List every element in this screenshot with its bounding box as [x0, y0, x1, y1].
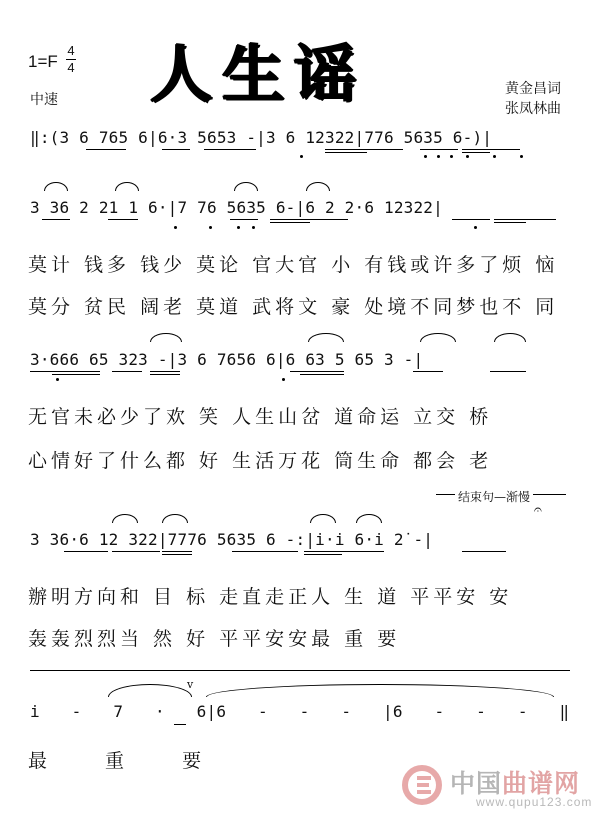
lyric-line-4a: 辦明方向和 目 标 走直走正人 生 道 平平安 安: [28, 586, 513, 608]
low-octave-dot: [174, 226, 177, 229]
tie-slur: [308, 333, 344, 342]
underline-mark: [452, 219, 490, 220]
low-octave-dot: [424, 155, 427, 158]
score-line-5-notes: i - 7 · 6|6 - - - |6 - - - ‖: [30, 702, 570, 721]
underline-mark: [52, 374, 100, 375]
underline-mark: [42, 219, 70, 220]
site-watermark-url: www.qupu123.com: [476, 795, 593, 809]
underline-mark: [112, 551, 160, 552]
breath-mark-icon: v: [187, 678, 194, 691]
time-signature-bottom: 4: [67, 60, 75, 75]
underline-mark: [162, 149, 190, 150]
underline-mark: [230, 219, 258, 220]
tie-slur: [310, 514, 336, 523]
underline-mark: [204, 149, 256, 150]
underline-mark: [325, 149, 403, 150]
underline-mark: [413, 371, 443, 372]
tie-slur: [162, 514, 188, 523]
lyric-line-3a: 无官未必少了欢 笑 人生山岔 道命运 立交 桥: [28, 406, 493, 428]
underline-mark: [325, 152, 367, 153]
underline-mark: [150, 371, 180, 372]
score-line-4-notes: 3 36·6 12 322|7776 5635 6 -:|i·i 6·i 2̇ -|: [30, 530, 434, 549]
tie-slur: [420, 333, 456, 342]
tie-slur: [150, 333, 182, 342]
site-logo-icon: [402, 765, 442, 805]
underline-mark: [494, 219, 556, 220]
underline-mark: [462, 551, 506, 552]
underline-mark: [490, 371, 526, 372]
underline-mark: [462, 149, 520, 150]
low-octave-dot: [520, 155, 523, 158]
score-line-3-notes: 3·666 65 323 -|3 6 7656 6|6 63 5 65 3 -|: [30, 350, 424, 369]
underline-mark: [270, 222, 310, 223]
lyric-line-2b: 莫分 贫民 阔老 莫道 武将文 豪 处境不同梦也不 同: [28, 296, 559, 318]
underline-mark: [162, 551, 192, 552]
underline-mark: [150, 374, 180, 375]
low-octave-dot: [300, 155, 303, 158]
tie-slur: [108, 684, 192, 697]
tie-slur: [206, 684, 554, 697]
underline-mark: [462, 152, 490, 153]
low-octave-dot: [237, 226, 240, 229]
underline-mark: [174, 724, 186, 725]
time-signature-top: 4: [67, 43, 75, 58]
tempo-marking: 中速: [30, 92, 58, 108]
underline-mark: [304, 554, 342, 555]
lyricist-credit: 黄金昌词: [505, 81, 561, 97]
low-octave-dot: [56, 378, 59, 381]
lyric-line-4b: 轰轰烈烈当 然 好 平平安安最 重 要: [28, 628, 401, 650]
underline-mark: [162, 554, 192, 555]
underline-mark: [64, 551, 108, 552]
fermata-icon: 𝄐: [534, 502, 542, 518]
tie-slur: [234, 182, 258, 191]
tie-slur: [44, 182, 68, 191]
underline-mark: [290, 371, 344, 372]
tie-slur: [494, 333, 526, 342]
tie-slur: [115, 182, 139, 191]
lyric-line-2a: 莫计 钱多 钱少 莫论 官大官 小 有钱或许多了烦 恼: [28, 254, 559, 276]
score-line-1-notes: ‖:(3 6 765 6|6·3 5653 -|3 6 12322|776 5635 6-)|: [30, 128, 493, 147]
underline-mark: [304, 551, 384, 552]
low-octave-dot: [450, 155, 453, 158]
section-divider: [30, 670, 570, 671]
underline-mark: [108, 219, 138, 220]
site-watermark-name-a: 中国: [450, 769, 503, 798]
low-octave-dot: [493, 155, 496, 158]
underline-mark: [270, 219, 348, 220]
song-title: 人生谣: [150, 37, 367, 110]
time-signature: [66, 44, 76, 75]
composer-credit: 张凤林曲: [505, 101, 561, 117]
tie-slur: [356, 514, 382, 523]
low-octave-dot: [209, 226, 212, 229]
ending-label: 结束句—渐慢: [455, 488, 533, 505]
underline-mark: [86, 149, 126, 150]
site-watermark-name-b: 曲谱网: [502, 769, 581, 798]
low-octave-dot: [282, 378, 285, 381]
underline-mark: [420, 149, 458, 150]
underline-mark: [112, 371, 142, 372]
key-signature: 1=F: [28, 52, 58, 71]
low-octave-dot: [437, 155, 440, 158]
underline-mark: [232, 551, 298, 552]
tie-slur: [306, 182, 330, 191]
tie-slur: [112, 514, 138, 523]
low-octave-dot: [474, 226, 477, 229]
low-octave-dot: [466, 155, 469, 158]
underline-mark: [30, 371, 100, 372]
score-line-2-notes: 3 36 2 21 1 6·|7 76 5635 6-|6 2 2·6 12322|: [30, 198, 443, 217]
underline-mark: [300, 374, 344, 375]
underline-mark: [494, 222, 526, 223]
low-octave-dot: [252, 226, 255, 229]
lyric-line-3b: 心情好了什么都 好 生活万花 筒生命 都会 老: [28, 450, 493, 472]
lyric-line-5: 最 重 要: [28, 750, 204, 772]
